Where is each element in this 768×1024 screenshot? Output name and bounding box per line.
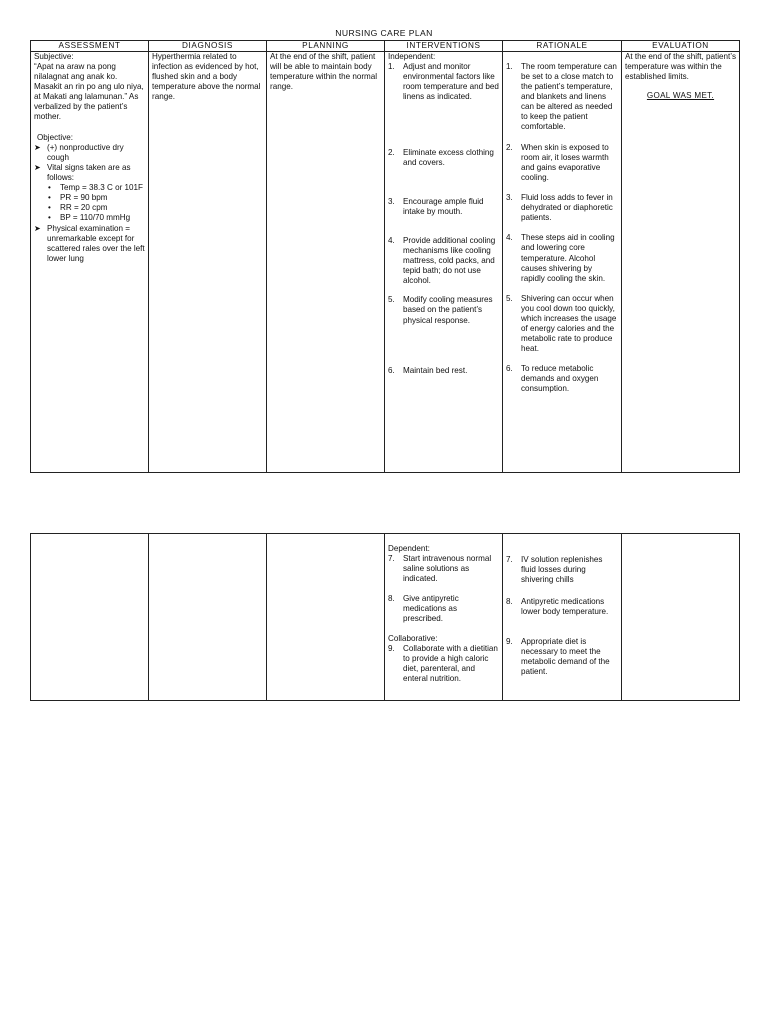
- diagnosis-cell: [149, 52, 267, 473]
- evaluation-cell-empty: [622, 534, 740, 701]
- vital-sign-item: • BP = 110/70 mmHg: [48, 213, 131, 223]
- care-plan-table-page-2: [30, 533, 740, 701]
- assessment-cell: [31, 52, 149, 473]
- objective-item: ➤ Physical examination = unremarkable except for scattered rales over the left lower lung: [34, 223, 145, 263]
- objective-label: Objective:: [37, 133, 73, 143]
- header-evaluation: EVALUATION: [622, 41, 740, 52]
- planning-text: At the end of the shift, patient will be able to maintain body temperature within the normal range.: [270, 52, 378, 92]
- dot-bullet-icon: •: [48, 193, 51, 203]
- intervention-item: 3. Encourage ample fluid intake by mouth.: [388, 197, 484, 217]
- intervention-item: 2. Eliminate excess clothing and covers.: [388, 148, 494, 168]
- rationale-item: 7. IV solution replenishes fluid losses during shivering chills: [506, 555, 603, 585]
- table-row: [31, 534, 740, 701]
- vital-sign-item: • PR = 90 bpm: [48, 193, 108, 203]
- care-plan-table-page-1: [30, 40, 740, 473]
- intervention-item: 7. Start intravenous normal saline solutions as indicated.: [388, 554, 492, 584]
- intervention-item: 6. Maintain bed rest.: [388, 365, 468, 375]
- collaborative-label: Collaborative:: [388, 634, 438, 644]
- planning-cell: [267, 52, 385, 473]
- interventions-cell: [385, 534, 503, 701]
- objective-item: ➤ (+) nonproductive dry cough: [34, 143, 124, 163]
- rationale-item: 2. When skin is exposed to room air, it loses warmth and gains evaporative cooling.: [506, 143, 609, 183]
- document-title: NURSING CARE PLAN: [335, 28, 433, 38]
- subjective-label: Subjective:: [34, 52, 74, 61]
- header-interventions: INTERVENTIONS: [385, 41, 503, 52]
- rationale-item: 5. Shivering can occur when you cool down too quickly, which increases the usage of energy calories and the metabolic rate to produce heat.: [506, 293, 617, 353]
- rationale-item: 9. Appropriate diet is necessary to meet the metabolic demand of the patient.: [506, 637, 610, 677]
- header-diagnosis: DIAGNOSIS: [149, 41, 267, 52]
- vital-sign-item: • RR = 20 cpm: [48, 203, 108, 213]
- goal-status: GOAL WAS MET.: [646, 91, 715, 101]
- rationale-item: 4. These steps aid in cooling and lowering core temperature. Alcohol causes shivering by rapidly cooling the skin.: [506, 233, 615, 283]
- header-rationale: RATIONALE: [503, 41, 622, 52]
- diagnosis-cell-empty: [149, 534, 267, 701]
- interventions-cell: [385, 52, 503, 473]
- arrow-bullet-icon: ➤: [34, 163, 41, 173]
- evaluation-cell: [622, 52, 740, 473]
- intervention-item: 8. Give antipyretic medications as prescribed.: [388, 594, 459, 624]
- intervention-item: 4. Provide additional cooling mechanisms like cooling mattress, cold packs, and tepid bath; do not use alcohol.: [388, 236, 496, 286]
- assessment-cell-empty: [31, 534, 149, 701]
- rationale-item: 3. Fluid loss adds to fever in dehydrated or diaphoretic patients.: [506, 193, 613, 223]
- rationale-cell: [503, 52, 622, 473]
- arrow-bullet-icon: ➤: [34, 223, 41, 233]
- header-row: [31, 41, 740, 52]
- subjective-text: “Apat na araw na pong nilalagnat ang anak ko. Masakit an rin po ang ulo niya, at Makati ang lalamunan.” As verbalized by the patient’s mother.: [34, 62, 144, 122]
- intervention-item: 1. Adjust and monitor environmental factors like room temperature and bed linens as indicated.: [388, 62, 499, 102]
- dot-bullet-icon: •: [48, 213, 51, 223]
- diagnosis-text: Hyperthermia related to infection as evidenced by hot, flushed skin and a body temperature above the normal range.: [152, 52, 261, 102]
- intervention-item: 9. Collaborate with a dietitian to provide a high caloric diet, parenteral, and enteral nutrition.: [388, 644, 498, 684]
- rationale-item: 6. To reduce metabolic demands and oxygen consumption.: [506, 363, 599, 393]
- objective-item: ➤ Vital signs taken are as follows:: [34, 163, 131, 183]
- rationale-item: 1. The room temperature can be set to a close match to the patient’s temperature, and blankets and linens can be altered as needed to keep the patient comfortable.: [506, 62, 617, 132]
- dot-bullet-icon: •: [48, 183, 51, 193]
- independent-label: Independent:: [388, 52, 436, 61]
- dependent-label: Dependent:: [388, 544, 430, 553]
- rationale-cell: [503, 534, 622, 701]
- table-row: [31, 52, 740, 473]
- rationale-item: 8. Antipyretic medications lower body temperature.: [506, 597, 609, 617]
- header-assessment: ASSESSMENT: [31, 41, 149, 52]
- vital-sign-item: • Temp = 38.3 C or 101F: [48, 183, 144, 193]
- evaluation-text: At the end of the shift, patient’s temperature was within the established limits.: [625, 52, 736, 82]
- intervention-item: 5. Modify cooling measures based on the patient’s physical response.: [388, 295, 493, 325]
- dot-bullet-icon: •: [48, 203, 51, 213]
- planning-cell-empty: [267, 534, 385, 701]
- header-planning: PLANNING: [267, 41, 385, 52]
- arrow-bullet-icon: ➤: [34, 143, 41, 153]
